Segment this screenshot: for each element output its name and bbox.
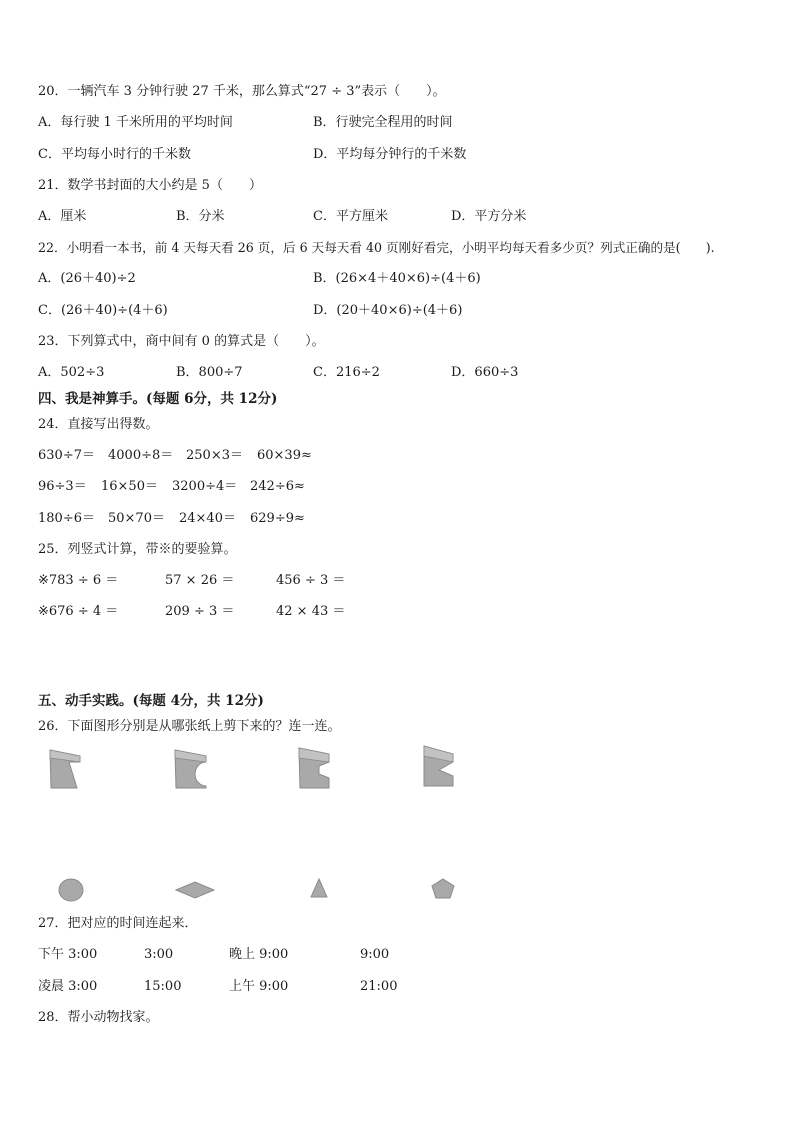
q22-option-c: C．(26＋40)÷(4＋6): [38, 303, 168, 318]
folded-paper-trapezoid-notch-icon: [297, 746, 333, 790]
q24-item: 630÷7＝: [38, 448, 95, 463]
folded-paper-triangle-notch-icon: [48, 748, 84, 790]
q25-item: ※783 ÷ 6 ＝: [38, 573, 119, 588]
q27-item: 15:00: [144, 979, 182, 994]
q24-item: 250×3＝: [186, 448, 243, 463]
q24-item: 180÷6＝: [38, 511, 95, 526]
q27-item: 下午 3:00: [38, 947, 98, 962]
q24-item: 50×70＝: [108, 511, 165, 526]
q25-item: 42 × 43 ＝: [276, 604, 346, 619]
q25-item: 57 × 26 ＝: [165, 573, 235, 588]
q24-item: 96÷3＝: [38, 479, 87, 494]
q23-option-b: B．800÷7: [176, 365, 243, 380]
q27-stem: 27．把对应的时间连起来．: [38, 916, 198, 931]
q21-option-a: A．厘米: [38, 209, 87, 224]
q24-item: 242÷6≈: [250, 479, 305, 494]
pentagon-shape-icon: [430, 877, 456, 901]
q20-option-a: A．每行驶 1 千米所用的平均时间: [38, 115, 233, 130]
q28-stem: 28．帮小动物找家。: [38, 1010, 159, 1025]
q24-item: 60×39≈: [257, 448, 312, 463]
circle-shape-icon: [57, 877, 85, 903]
q22-option-b: B．(26×4＋40×6)÷(4＋6): [313, 271, 481, 286]
q20-stem: 20．一辆汽车 3 分钟行驶 27 千米，那么算式“27 ÷ 3”表示（ ）。: [38, 84, 446, 99]
q24-item: 4000÷8＝: [108, 448, 174, 463]
q21-option-d: D．平方分米: [451, 209, 527, 224]
folded-paper-semicircle-notch-icon: [173, 748, 209, 790]
q24-stem: 24．直接写出得数。: [38, 417, 159, 432]
q24-item: 3200÷4＝: [172, 479, 238, 494]
q27-item: 3:00: [144, 947, 174, 962]
q24-item: 24×40＝: [179, 511, 236, 526]
q23-option-a: A．502÷3: [38, 365, 105, 380]
q25-item: 209 ÷ 3 ＝: [165, 604, 235, 619]
q22-option-d: D．(20＋40×6)÷(4＋6): [313, 303, 463, 318]
q25-stem: 25．列竖式计算，带※的要验算。: [38, 542, 237, 557]
q23-option-c: C．216÷2: [313, 365, 380, 380]
q27-item: 晚上 9:00: [229, 947, 289, 962]
q23-stem: 23．下列算式中，商中间有 0 的算式是（ ）。: [38, 334, 325, 349]
q20-option-c: C．平均每小时行的千米数: [38, 147, 191, 162]
section-5-heading: 五、动手实践。(每题 4分，共 12分): [38, 693, 264, 709]
rhombus-shape-icon: [174, 880, 216, 900]
q21-option-b: B．分米: [176, 209, 225, 224]
folded-paper-triangle-cut-icon: [421, 744, 457, 788]
q27-item: 上午 9:00: [229, 979, 289, 994]
q21-stem: 21．数学书封面的大小约是 5（ ）: [38, 178, 262, 193]
q27-item: 凌晨 3:00: [38, 979, 98, 994]
q27-item: 21:00: [360, 979, 398, 994]
q24-item: 629÷9≈: [250, 511, 305, 526]
q22-option-a: A．(26＋40)÷2: [38, 271, 136, 286]
q24-item: 16×50＝: [101, 479, 158, 494]
q26-stem: 26．下面图形分别是从哪张纸上剪下来的？连一连。: [38, 719, 341, 734]
q25-item: 456 ÷ 3 ＝: [276, 573, 346, 588]
q23-option-d: D．660÷3: [451, 365, 519, 380]
q27-item: 9:00: [360, 947, 390, 962]
q20-option-b: B．行驶完全程用的时间: [313, 115, 453, 130]
q22-stem: 22．小明看一本书，前 4 天每天看 26 页，后 6 天每天看 40 页刚好看完，小明平均每天看多少页？列式正确的是( ).: [38, 240, 715, 255]
triangle-shape-icon: [309, 877, 329, 899]
q20-option-d: D．平均每分钟行的千米数: [313, 147, 467, 162]
section-4-heading: 四、我是神算手。(每题 6分，共 12分): [38, 391, 278, 407]
q21-option-c: C．平方厘米: [313, 209, 388, 224]
q25-item: ※676 ÷ 4 ＝: [38, 604, 119, 619]
